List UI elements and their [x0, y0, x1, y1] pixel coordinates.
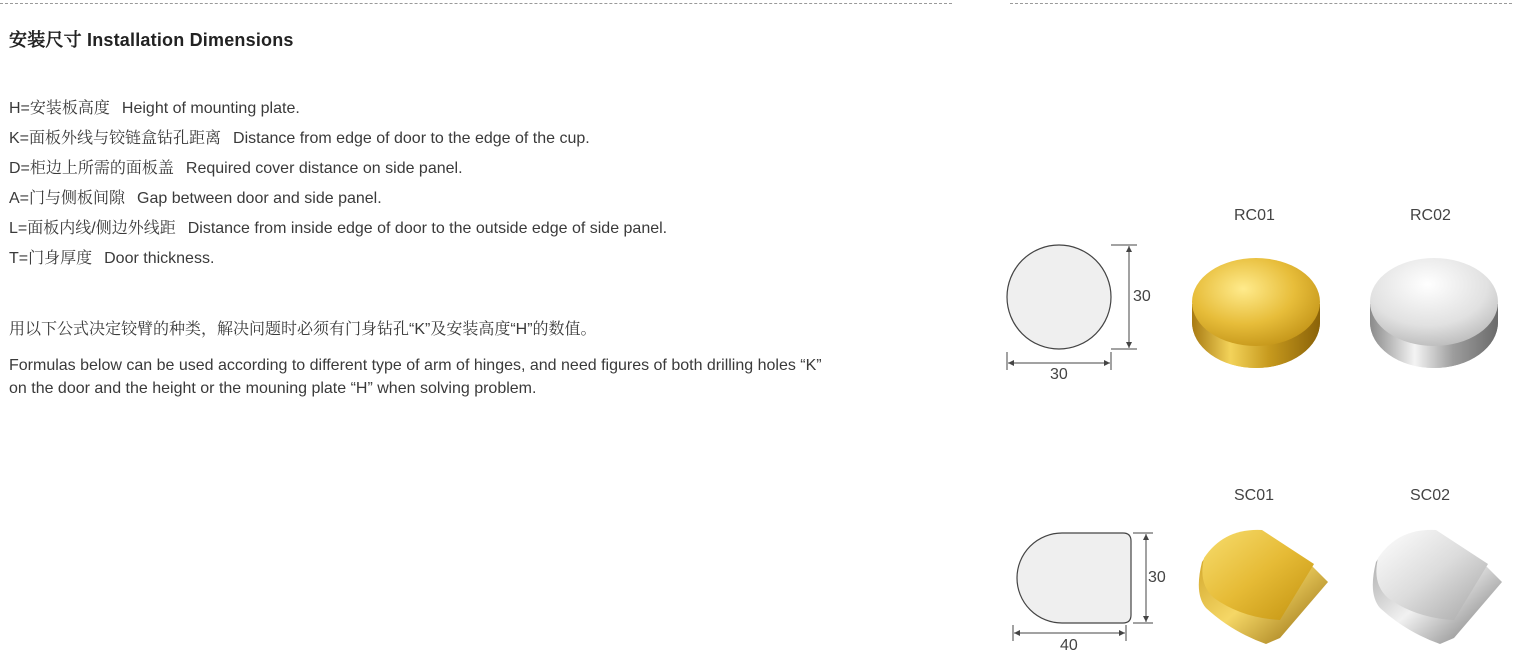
formula-note-cn: 用以下公式决定铰臂的种类，解决问题时必须有门身钻孔“K”及安装高度“H”的数值。 [9, 321, 597, 338]
definition-term: K=面板外线与铰链盒钻孔距离 [9, 130, 222, 147]
definition-term: A=门与侧板间隙 [9, 190, 126, 207]
round-cap-outline [1007, 245, 1111, 349]
formula-note-en: Formulas below can be used according to different type of arm of hinges, and need figures of both drilling holes “K” on the door and the height or the mouning plate “H” when solving problem. [9, 357, 822, 397]
definition-text: Required cover distance on side panel. [185, 160, 463, 177]
product-code-rc01: RC01 [1234, 207, 1275, 224]
definition-term: L=面板内线/侧边外线距 [9, 220, 176, 237]
definition-list [9, 99, 667, 279]
definition-term: D=柜边上所需的面板盖 [9, 160, 174, 177]
definition-text: Distance from inside edge of door to the outside edge of side panel. [187, 220, 668, 237]
rc01-gold-cap-image [1188, 244, 1328, 376]
top-divider-left [0, 3, 952, 4]
square-cap-dimension-drawing [1005, 525, 1170, 660]
definition-text: Distance from edge of door to the edge of the cup. [233, 130, 590, 147]
definition-text: Height of mounting plate. [121, 100, 300, 117]
definition-item [9, 219, 667, 249]
rc02-chrome-cap-image [1366, 244, 1506, 376]
round-cap-dimension-drawing [1000, 240, 1160, 390]
round-cap-height-label: 30 [1133, 288, 1151, 305]
definition-term: H=安装板高度 [9, 100, 110, 117]
product-code-sc01: SC01 [1234, 487, 1275, 504]
definition-item [9, 99, 667, 129]
product-code-sc02: SC02 [1410, 487, 1451, 504]
product-code-rc02: RC02 [1410, 207, 1451, 224]
sc02-chrome-cap-image [1366, 522, 1508, 652]
square-cap-width-label: 40 [1060, 637, 1078, 654]
definition-item [9, 249, 667, 279]
definition-text: Door thickness. [104, 250, 215, 267]
definition-text: Gap between door and side panel. [137, 190, 382, 207]
definition-term: T=门身厚度 [9, 250, 93, 267]
square-cap-height-label: 30 [1148, 569, 1166, 586]
top-divider-right [1010, 3, 1512, 4]
square-cap-outline [1017, 533, 1131, 623]
section-title: 安装尺寸 Installation Dimensions [9, 30, 294, 50]
sc01-gold-cap-image [1192, 522, 1334, 652]
round-cap-width-label: 30 [1050, 366, 1068, 383]
definition-item [9, 159, 667, 189]
definition-item [9, 189, 667, 219]
definition-item [9, 129, 667, 159]
